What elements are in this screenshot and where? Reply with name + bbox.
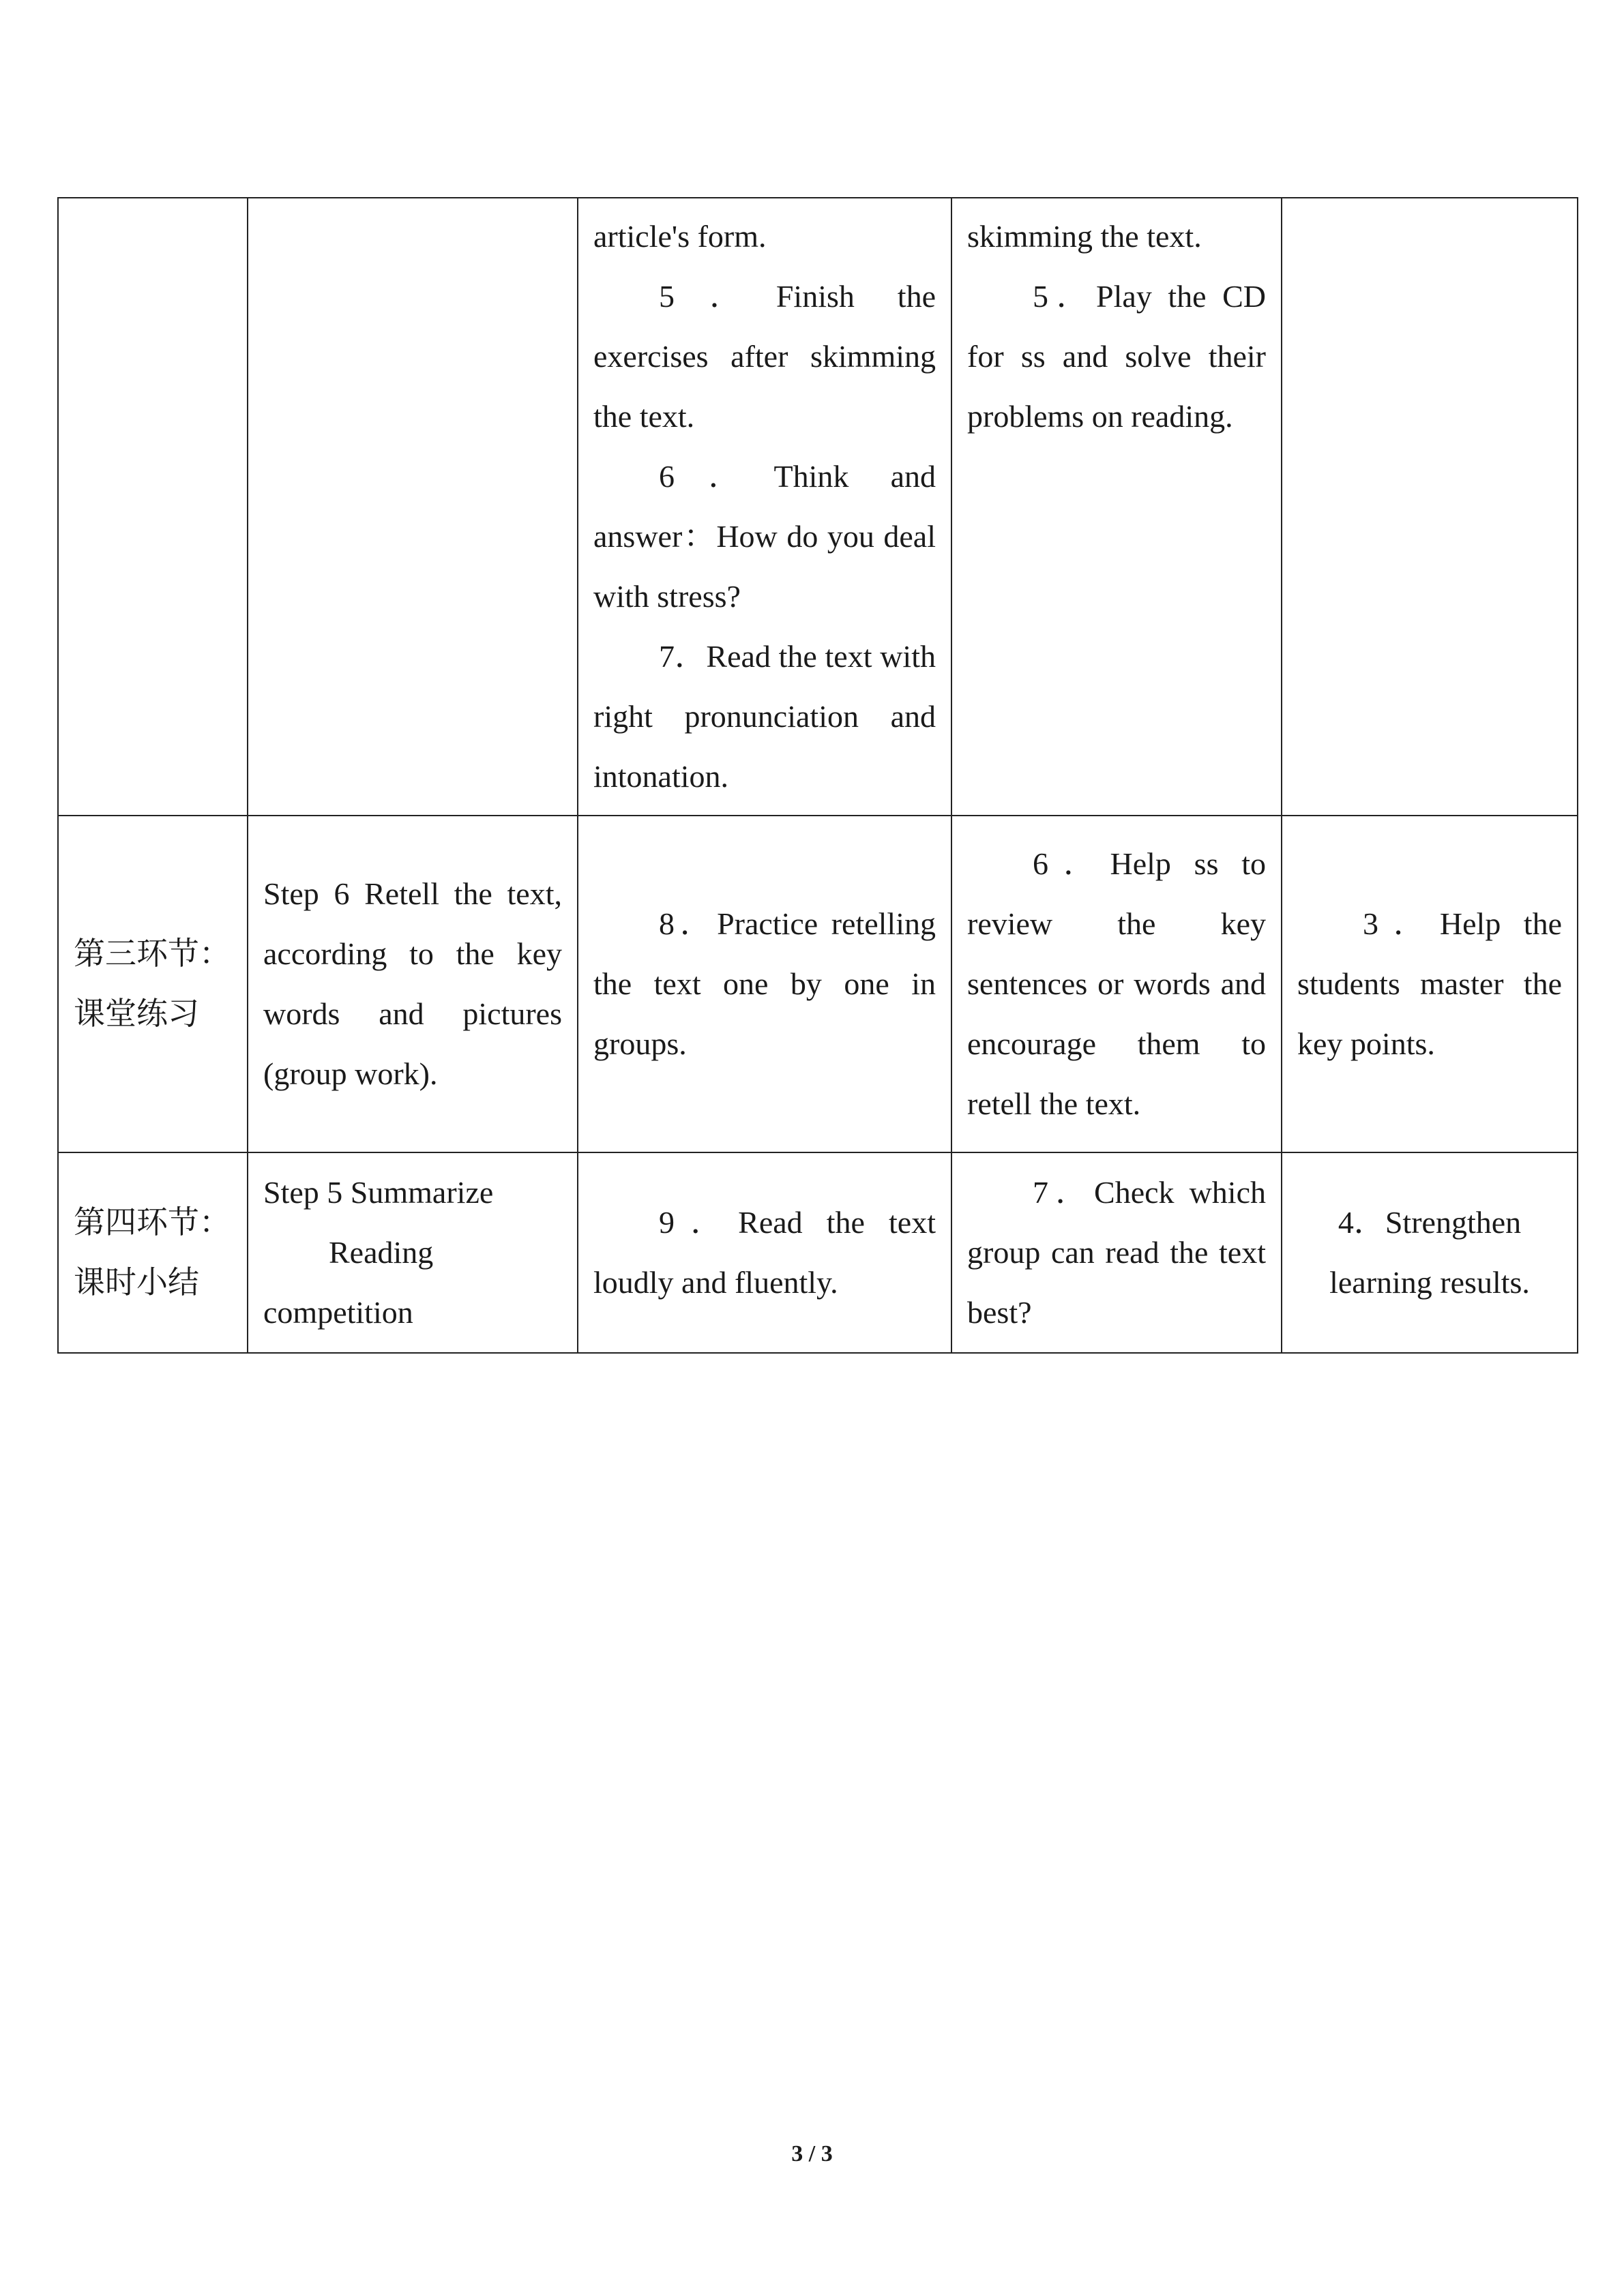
table-row [58, 1152, 1578, 1353]
page-number: 3 / 3 [791, 2141, 833, 2166]
step-cell [248, 816, 578, 1152]
purpose-text: 3．Help the students master the key points. [1297, 906, 1562, 1061]
table-row [58, 198, 1578, 816]
teacher-activity-text: skimming the text. [967, 219, 1202, 254]
student-activity-cell [578, 198, 951, 816]
purpose-cell [1282, 1152, 1578, 1353]
step-cell [248, 198, 578, 816]
step-cell [248, 1152, 578, 1353]
teacher-activity-cell [951, 1152, 1282, 1353]
teacher-activity-cell [951, 816, 1282, 1152]
student-activity-text: 6．Think and answer：How do you deal with stress? [593, 459, 936, 614]
student-activity-text: 9．Read the text loudly and fluently. [593, 1205, 936, 1300]
student-activity-cell [578, 1152, 951, 1353]
teacher-activity-text: 7．Check which group can read the text best? [967, 1175, 1266, 1330]
purpose-cell [1282, 816, 1578, 1152]
teacher-activity-cell [951, 198, 1282, 816]
stage-cell [58, 198, 248, 816]
student-activity-cell [578, 816, 951, 1152]
lesson-plan-table [57, 197, 1578, 1354]
stage-cell [58, 816, 248, 1152]
purpose-text: 4．Strengthen learning results. [1329, 1205, 1530, 1300]
purpose-cell [1282, 198, 1578, 816]
stage-text: 第三环节：课堂练习 [74, 936, 231, 1031]
step-text: Step 5 Summarize [263, 1175, 494, 1210]
student-activity-text: 8．Practice retelling the text one by one in groups. [593, 906, 936, 1061]
student-activity-text: 5．Finish the exercises after skimming the text. [593, 279, 936, 434]
step-text: Step 6 Retell the text, according to the key words and pictures (group work). [263, 876, 562, 1091]
student-activity-text: 7．Read the text with right pronunciation and intonation. [593, 639, 936, 794]
stage-cell [58, 1152, 248, 1353]
stage-text: 第四环节：课时小结 [74, 1205, 231, 1300]
table-row [58, 816, 1578, 1152]
teacher-activity-text: 5．Play the CD for ss and solve their problems on reading. [967, 279, 1266, 434]
student-activity-text: article's form. [593, 219, 767, 254]
step-subtext: Reading competition [263, 1235, 434, 1330]
teacher-activity-text: 6．Help ss to review the key sentences or words and encourage them to retell the text. [967, 846, 1266, 1121]
